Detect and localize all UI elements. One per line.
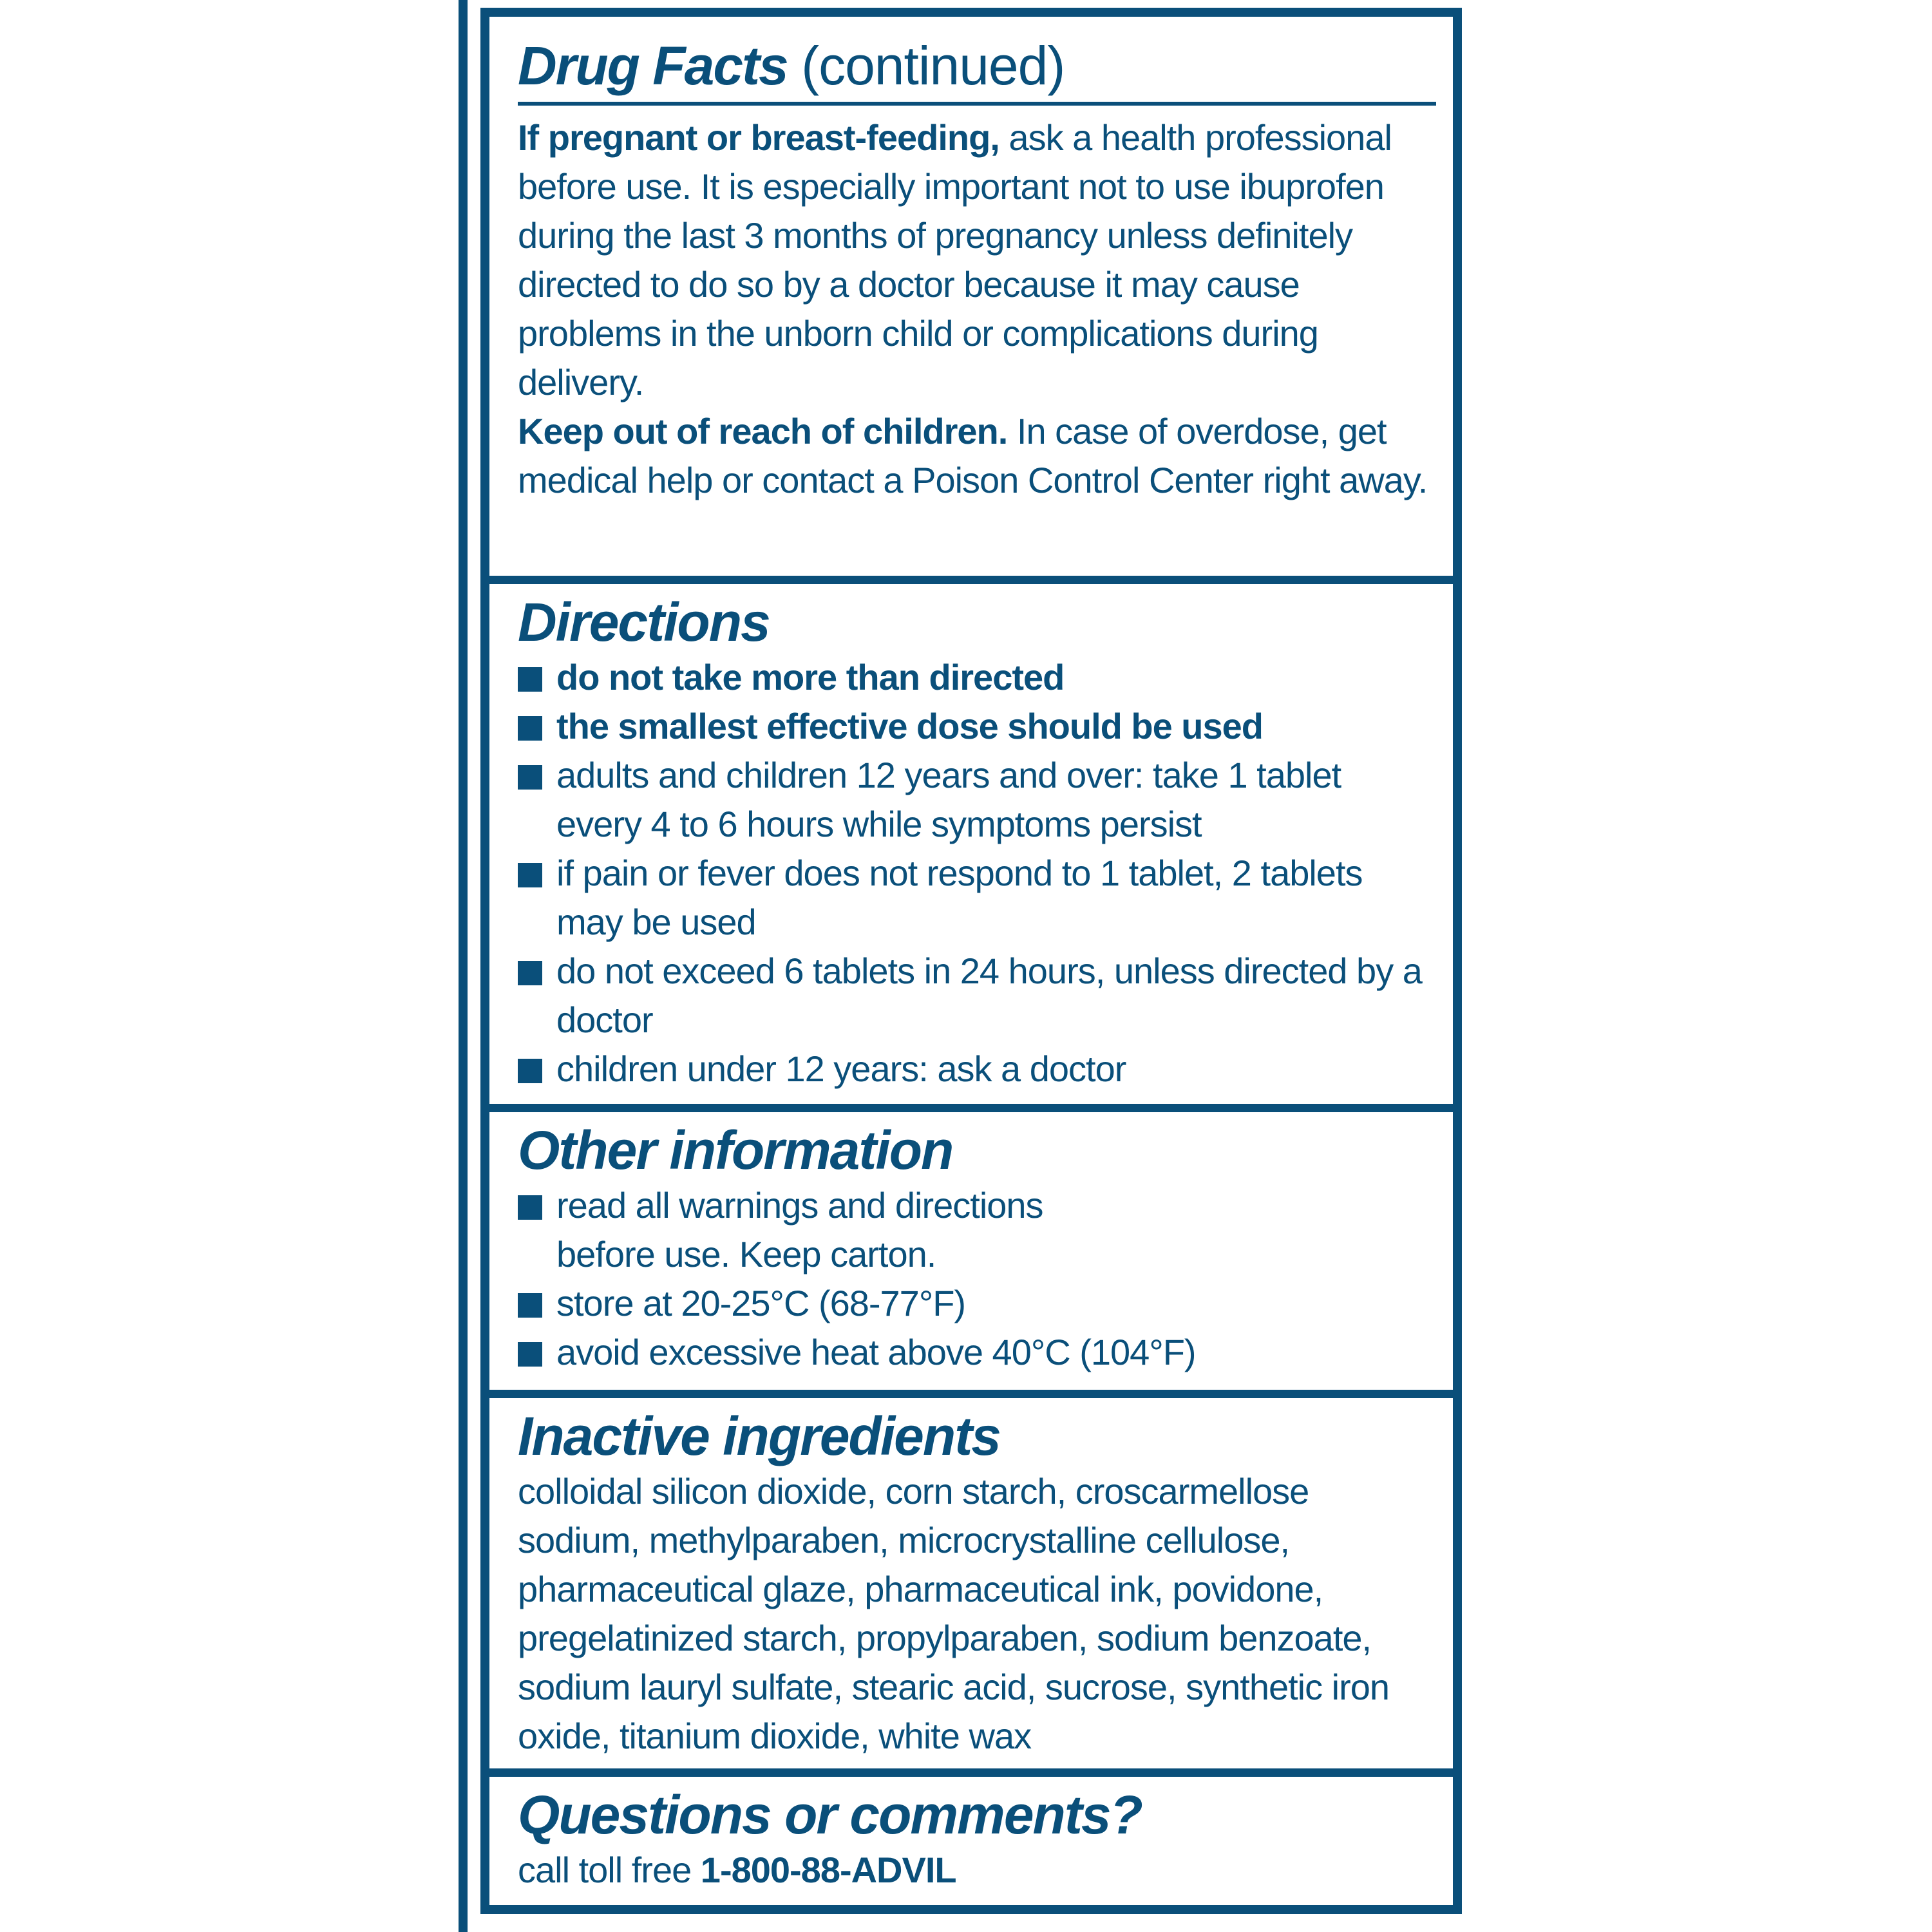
questions-heading: Questions or comments? bbox=[518, 1785, 1142, 1845]
phone-number: 1-800-88-ADVIL bbox=[700, 1850, 956, 1890]
section-divider bbox=[489, 1104, 1453, 1112]
bullet-square-icon bbox=[518, 1059, 542, 1083]
children-warning-lead: Keep out of reach of children. bbox=[518, 411, 1008, 451]
bullet-square-icon bbox=[518, 667, 542, 692]
list-item-text: the smallest effective dose should be used bbox=[556, 706, 1264, 746]
questions-call-text: call toll free bbox=[518, 1850, 701, 1890]
section-divider bbox=[489, 576, 1453, 584]
warnings-section bbox=[489, 35, 1453, 505]
list-item-text: adults and children 12 years and over: take 1 tablet every 4 to 6 hours while symptoms persist bbox=[556, 755, 1341, 844]
list-item bbox=[518, 1328, 1434, 1377]
directions-heading: Directions bbox=[518, 592, 770, 652]
other-information-heading: Other information bbox=[518, 1120, 953, 1180]
drug-facts-title bbox=[518, 35, 1434, 97]
title-underline bbox=[518, 102, 1436, 106]
left-border-rule bbox=[459, 0, 468, 1932]
list-item-text: read all warnings and directions before use. Keep carton. bbox=[556, 1185, 1043, 1274]
pregnancy-warning-text: ask a health professional before use. It is especially important not to use ibuprofen during the last 3 months of pregnancy unless definitely directed to do so by a doctor because it may cause problems in the unborn child or complications during delivery. bbox=[518, 117, 1392, 402]
list-item bbox=[518, 702, 1434, 751]
questions-call bbox=[518, 1846, 1434, 1895]
drug-facts-title-text: Drug Facts bbox=[518, 35, 788, 96]
other-information-section bbox=[489, 1119, 1453, 1377]
children-warning-text: In case of overdose, get medical help or contact a Poison Control Center right away. bbox=[518, 411, 1428, 500]
bullet-square-icon bbox=[518, 765, 542, 790]
questions-section bbox=[489, 1784, 1453, 1895]
continued-label: (continued) bbox=[801, 35, 1065, 96]
list-item-text: avoid excessive heat above 40°C (104°F) bbox=[556, 1332, 1196, 1372]
bullet-square-icon bbox=[518, 1342, 542, 1367]
directions-list bbox=[518, 653, 1434, 1094]
list-item-text: do not exceed 6 tablets in 24 hours, unless directed by a doctor bbox=[556, 951, 1422, 1040]
list-item-text: if pain or fever does not respond to 1 tablet, 2 tablets may be used bbox=[556, 853, 1363, 942]
list-item bbox=[518, 947, 1434, 1045]
children-warning bbox=[518, 407, 1434, 505]
bullet-square-icon bbox=[518, 1195, 542, 1220]
bullet-square-icon bbox=[518, 716, 542, 741]
bullet-square-icon bbox=[518, 863, 542, 887]
other-information-list bbox=[518, 1181, 1434, 1377]
inactive-ingredients-heading: Inactive ingredients bbox=[518, 1406, 1000, 1466]
bullet-square-icon bbox=[518, 1293, 542, 1318]
pregnancy-warning bbox=[518, 113, 1434, 407]
list-item bbox=[518, 653, 1434, 702]
pregnancy-warning-lead: If pregnant or breast-feeding, bbox=[518, 117, 999, 158]
list-item bbox=[518, 1045, 1434, 1094]
list-item bbox=[518, 751, 1434, 849]
list-item-text: do not take more than directed bbox=[556, 657, 1065, 697]
inactive-ingredients-text: colloidal silicon dioxide, corn starch, croscarmellose sodium, methylparaben, microcrystalline cellulose, pharmaceutical glaze, pharmaceutical ink, povidone, pregelatinized starch, propylparaben, sodium benzoate, sodium lauryl sulfate, stearic acid, sucrose, synthetic iron oxide, titanium dioxide, white wax bbox=[518, 1471, 1390, 1756]
list-item bbox=[518, 1279, 1099, 1328]
inactive-ingredients-section bbox=[489, 1405, 1453, 1761]
list-item bbox=[518, 849, 1434, 947]
directions-section bbox=[489, 591, 1453, 1094]
bullet-square-icon bbox=[518, 961, 542, 985]
list-item-text: store at 20-25°C (68-77°F) bbox=[556, 1283, 966, 1323]
section-divider bbox=[489, 1390, 1453, 1398]
list-item-text: children under 12 years: ask a doctor bbox=[556, 1048, 1126, 1089]
list-item bbox=[518, 1181, 1099, 1279]
section-divider bbox=[489, 1768, 1453, 1777]
drug-facts-panel bbox=[480, 8, 1462, 1914]
